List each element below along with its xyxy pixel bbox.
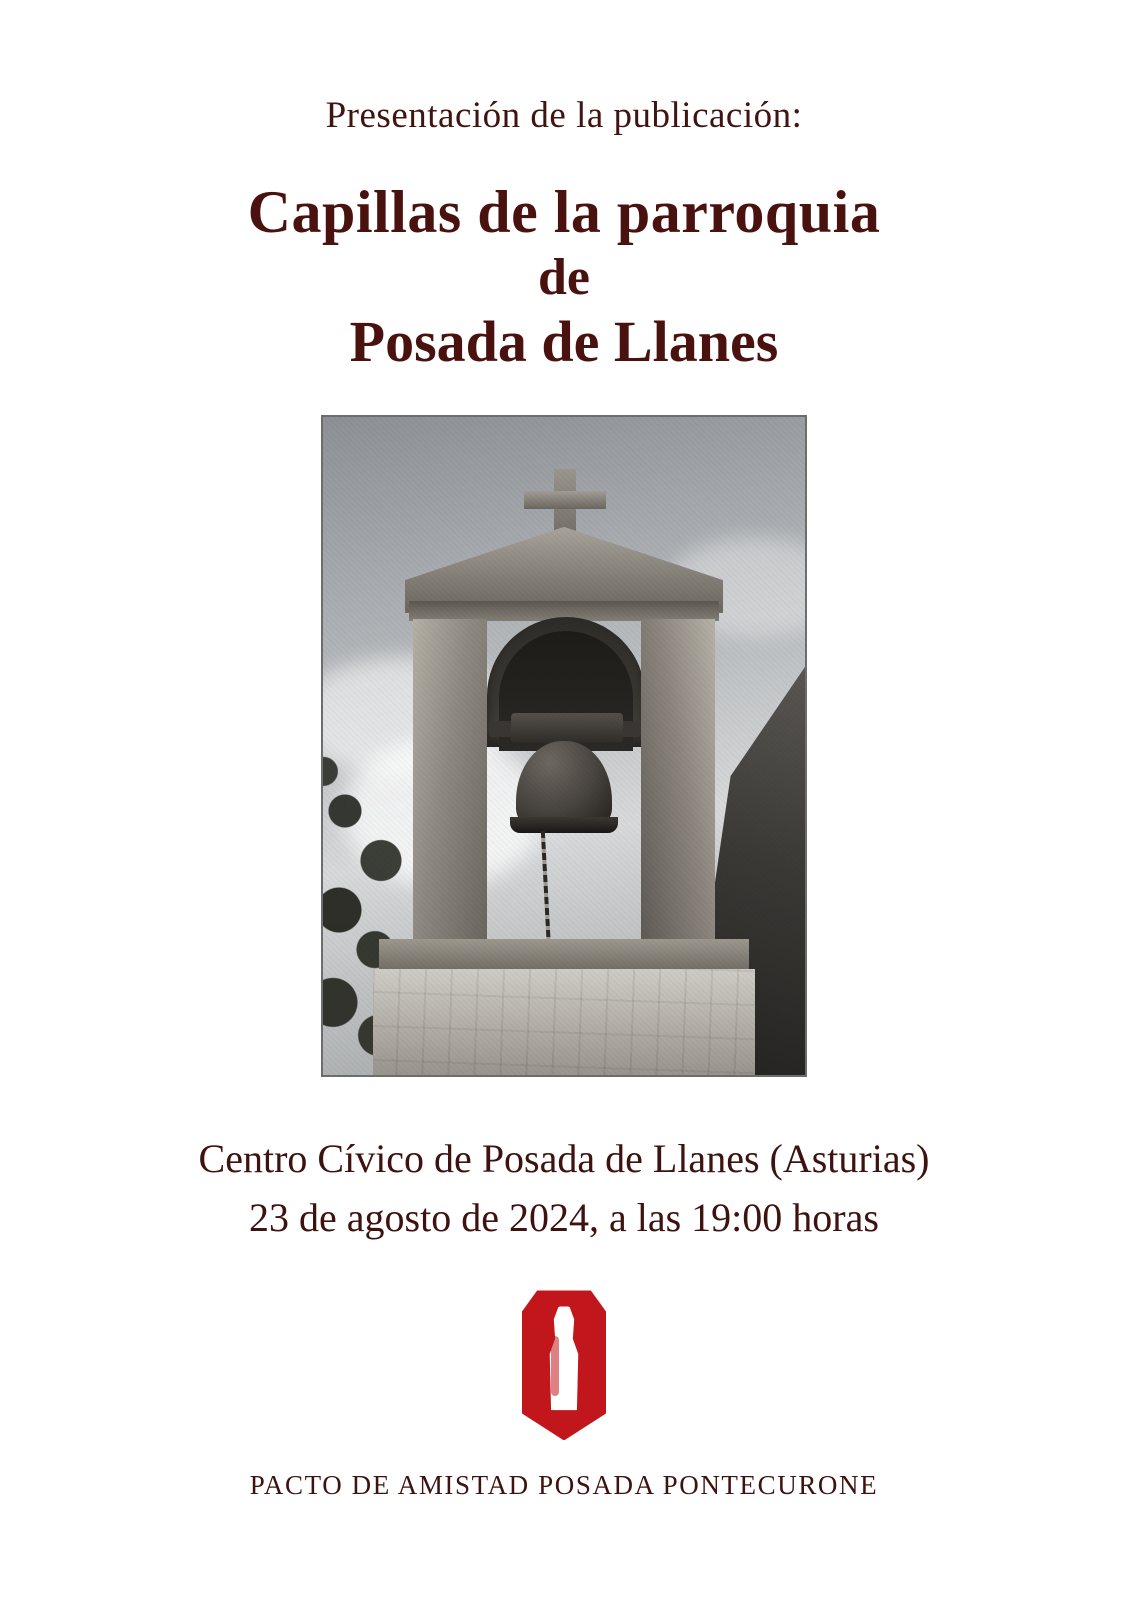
datetime-line: 23 de agosto de 2024, a las 19:00 horas bbox=[249, 1194, 879, 1240]
title-line-1: Capillas de la parroquia bbox=[247, 178, 881, 245]
intro-line: Presentación de la publicación: bbox=[325, 95, 803, 136]
venue-line: Centro Cívico de Posada de Llanes (Asturias) bbox=[198, 1135, 930, 1181]
title-line-3: Posada de Llanes bbox=[349, 309, 779, 375]
title-line-2: de bbox=[538, 249, 590, 307]
organization-logo bbox=[522, 1290, 606, 1440]
event-details bbox=[199, 1133, 930, 1245]
belfry-photo bbox=[321, 415, 807, 1077]
publication-title bbox=[247, 178, 881, 375]
footer-organization-name: PACTO DE AMISTAD POSADA PONTECURONE bbox=[249, 1470, 879, 1501]
photo-canvas bbox=[323, 417, 805, 1075]
photo-grain-overlay bbox=[323, 417, 805, 1075]
